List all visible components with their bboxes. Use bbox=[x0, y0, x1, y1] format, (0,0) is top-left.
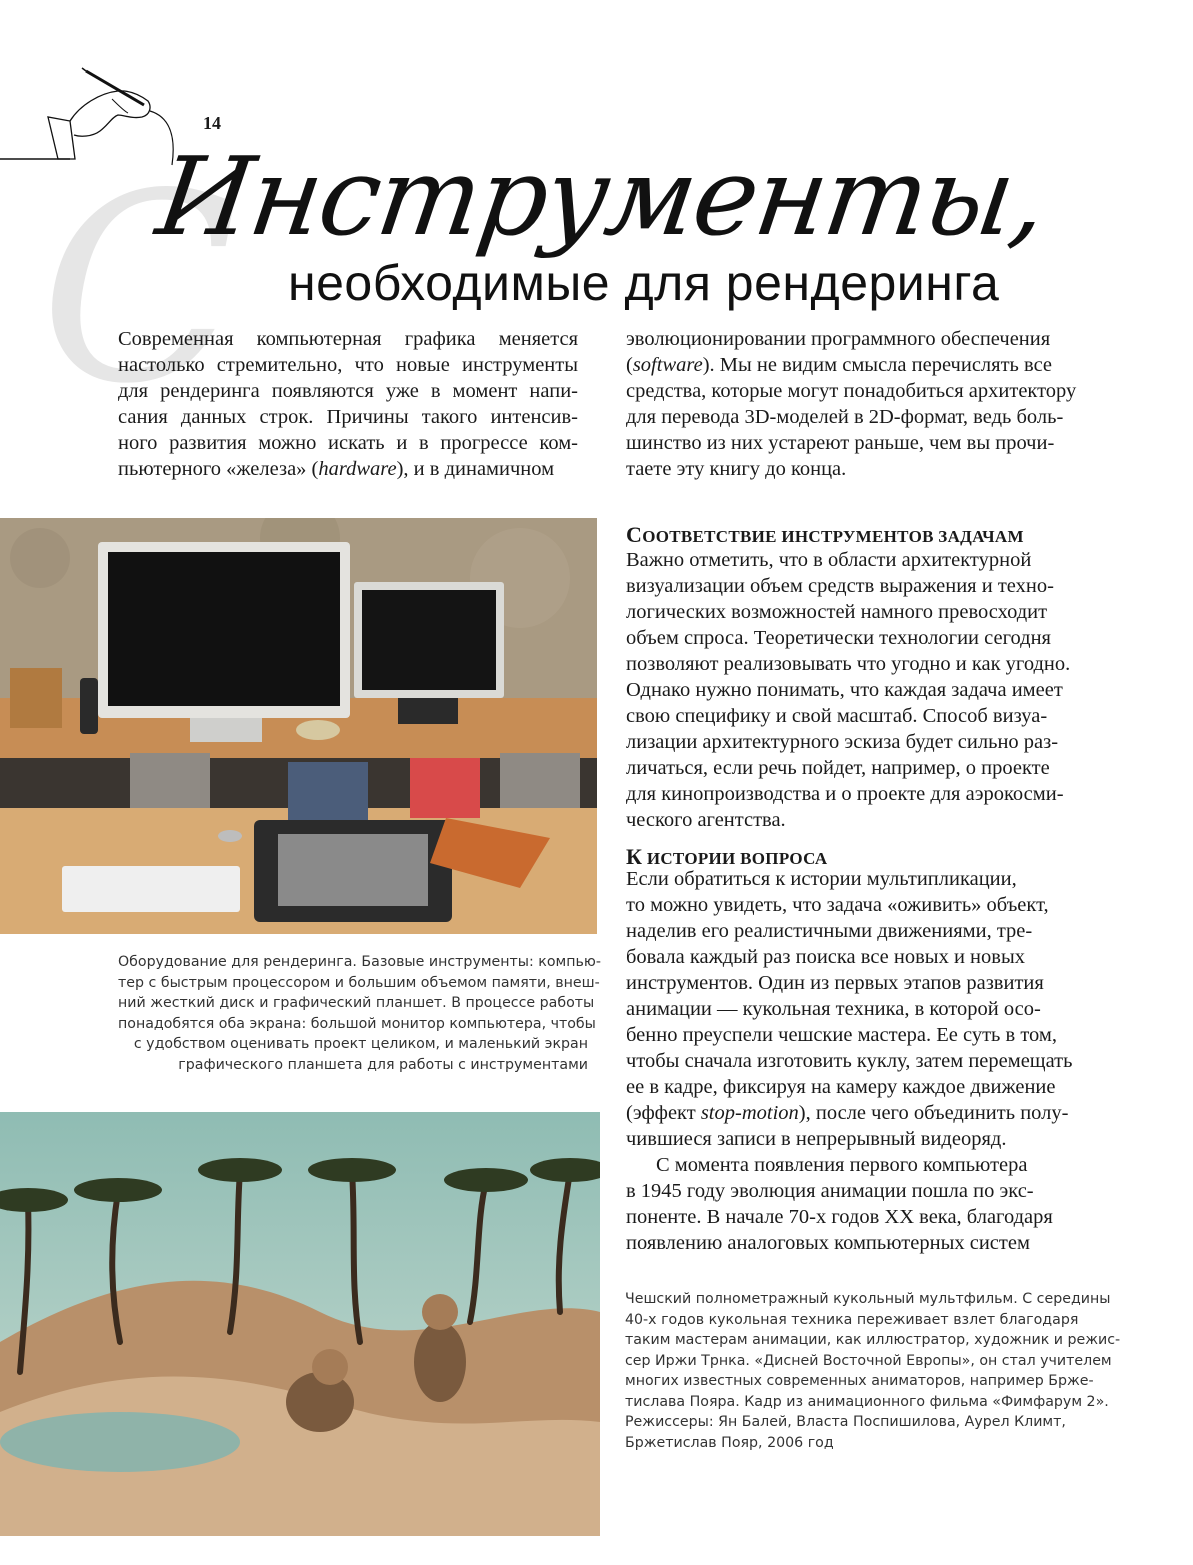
text-line bbox=[626, 352, 1101, 378]
text-line: таете эту книгу до конца. bbox=[626, 458, 847, 480]
text-line: объем спроса. Теоретически технологии сегодня bbox=[626, 627, 1051, 649]
text-line: эволюционировании программного обеспечения bbox=[626, 328, 1051, 350]
text-line: для кинопроизводства и о проекте для аэрокосми- bbox=[626, 783, 1064, 805]
caption-line: с удобством оценивать проект целиком, и маленький экран bbox=[133, 1036, 588, 1052]
text-line: наделив его реалистичными движениями, тре- bbox=[626, 920, 1033, 942]
caption-line: ний жесткий диск и графический планшет. В процессе работы bbox=[118, 995, 595, 1011]
text-line: визуализации объем средств выражения и техно- bbox=[626, 575, 1054, 597]
text-line: Однако нужно понимать, что каждая задача имеет bbox=[626, 679, 1063, 701]
heading-initial: К bbox=[626, 844, 643, 869]
text-line: бенно преуспели чешские мастера. Ее суть в том, bbox=[626, 1024, 1057, 1046]
caption-line: Бржетислав Пояр, 2006 год bbox=[625, 1434, 834, 1451]
text-line: средства, которые могут понадобиться архитектору bbox=[626, 380, 1077, 402]
text-line: чтобы сначала изготовить куклу, затем перемещать bbox=[626, 1050, 1073, 1072]
puppet-film-caption bbox=[625, 1289, 1121, 1453]
caption-line: сер Иржи Трнка. «Дисней Восточной Европы», он стал учителем bbox=[625, 1352, 1112, 1369]
title-script: Инструменты, bbox=[150, 135, 1053, 260]
heading-initial: С bbox=[626, 522, 643, 547]
caption-line: 40-х годов кукольная техника переживает взлет благодаря bbox=[625, 1311, 1079, 1328]
caption-line: Чешский полнометражный кукольный мультфильм. С середины bbox=[625, 1291, 1111, 1307]
text-line: Важно отметить, что в области архитектурной bbox=[626, 549, 1032, 571]
page-number: 14 bbox=[203, 113, 221, 133]
caption-line: тер с быстрым процессором и большим объемом памяти, внеш- bbox=[118, 974, 600, 991]
text-line: свою специфику и свой масштаб. Способ визуа- bbox=[626, 705, 1048, 727]
text-line: поненте. В начале 70-х годов XX века, благодаря bbox=[626, 1206, 1053, 1228]
text-line: появлению аналоговых компьютерных систем bbox=[626, 1232, 1030, 1254]
text-line bbox=[626, 1100, 1101, 1126]
italic-term: software bbox=[632, 354, 703, 376]
text-line: ного развития можно искать и в прогрессе ком- bbox=[118, 432, 578, 454]
text-line: личаться, если речь пойдет, например, о проекте bbox=[626, 757, 1050, 779]
text-line: инструментов. Один из первых этапов развития bbox=[626, 972, 1044, 994]
text-line: позволяют реализовывать что угодно и как угодно. bbox=[626, 653, 1071, 675]
text-line: логических возможностей намного превосходит bbox=[626, 601, 1048, 623]
equipment-photo bbox=[0, 518, 597, 934]
text-line: ческого агентства. bbox=[626, 809, 786, 831]
caption-line: таким мастерам анимации, как иллюстратор, художник и режис- bbox=[625, 1332, 1121, 1348]
text-line: в 1945 году эволюция анимации пошла по экс- bbox=[626, 1180, 1034, 1202]
text-line: для перевода 3D-моделей в 2D-формат, ведь боль- bbox=[626, 406, 1064, 428]
equipment-photo-caption bbox=[118, 952, 601, 1075]
text-line: сания данных строк. Причины такого интенсив- bbox=[118, 406, 578, 428]
text-fragment: ). Мы не видим смысла перечислять все bbox=[702, 354, 1053, 376]
title-subtitle: необходимые для рендеринга bbox=[288, 255, 1000, 311]
text-line bbox=[118, 456, 578, 482]
text-line: С момента появления первого компьютера bbox=[656, 1154, 1028, 1176]
caption-line: понадобятся оба экрана: большой монитор компьютера, чтобы bbox=[118, 1015, 596, 1032]
section-body-history bbox=[626, 866, 1101, 1256]
caption-line: многих известных современных аниматоров, например Брже- bbox=[625, 1373, 1094, 1389]
text-line: то можно увидеть, что задача «оживить» объект, bbox=[626, 894, 1049, 916]
caption-line: Оборудование для рендеринга. Базовые инструменты: компью- bbox=[118, 954, 601, 970]
italic-term: hardware bbox=[318, 458, 397, 480]
text-fragment: (эффект bbox=[626, 1102, 701, 1124]
caption-line: Режиссеры: Ян Балей, Власта Поспишилова, Аурел Климт, bbox=[625, 1414, 1066, 1430]
text-line: Если обратиться к истории мультипликации, bbox=[626, 868, 1017, 890]
decorative-initial-c: C bbox=[40, 139, 239, 441]
text-fragment: ), и в динамичном bbox=[396, 458, 555, 480]
text-line: шинство из них устареют раньше, чем вы прочи- bbox=[626, 432, 1055, 454]
text-fragment: пьютерного «железа» ( bbox=[118, 458, 319, 480]
puppet-film-still bbox=[0, 1112, 600, 1536]
italic-term: stop-motion bbox=[700, 1102, 799, 1124]
text-line: настолько стремительно, что новые инструменты bbox=[118, 354, 578, 376]
text-line: чившиеся записи в непрерывный видеоряд. bbox=[626, 1128, 1007, 1150]
intro-paragraph-right bbox=[626, 326, 1101, 482]
caption-line: графического планшета для работы с инструментами bbox=[178, 1056, 588, 1073]
section-body-tools-matching bbox=[626, 547, 1101, 833]
text-line: Современная компьютерная графика меняется bbox=[118, 328, 578, 350]
heading-text: ИСТОРИИ ВОПРОСА bbox=[642, 849, 828, 868]
section-heading-tools-matching bbox=[626, 522, 1024, 548]
text-line: бовала каждый раз поиска все новых и новых bbox=[626, 946, 1025, 968]
text-line: ее в кадре, фиксируя на камеру каждое движение bbox=[626, 1076, 1056, 1098]
text-line: анимации — кукольная техника, в которой осо- bbox=[626, 998, 1041, 1020]
heading-text: ООТВЕТСТВИЕ ИНСТРУМЕНТОВ ЗАДАЧАМ bbox=[642, 527, 1024, 546]
intro-paragraph-left bbox=[118, 326, 578, 482]
text-fragment: ( bbox=[626, 354, 633, 376]
caption-line: тислава Пояра. Кадр из анимационного фильма «Фимфарум 2». bbox=[625, 1393, 1109, 1410]
text-fragment: ), после чего объединить полу- bbox=[798, 1102, 1069, 1124]
text-line: для рендеринга появляются уже в момент напи- bbox=[118, 380, 578, 402]
text-line: лизации архитектурного эскиза будет сильно раз- bbox=[626, 731, 1059, 753]
